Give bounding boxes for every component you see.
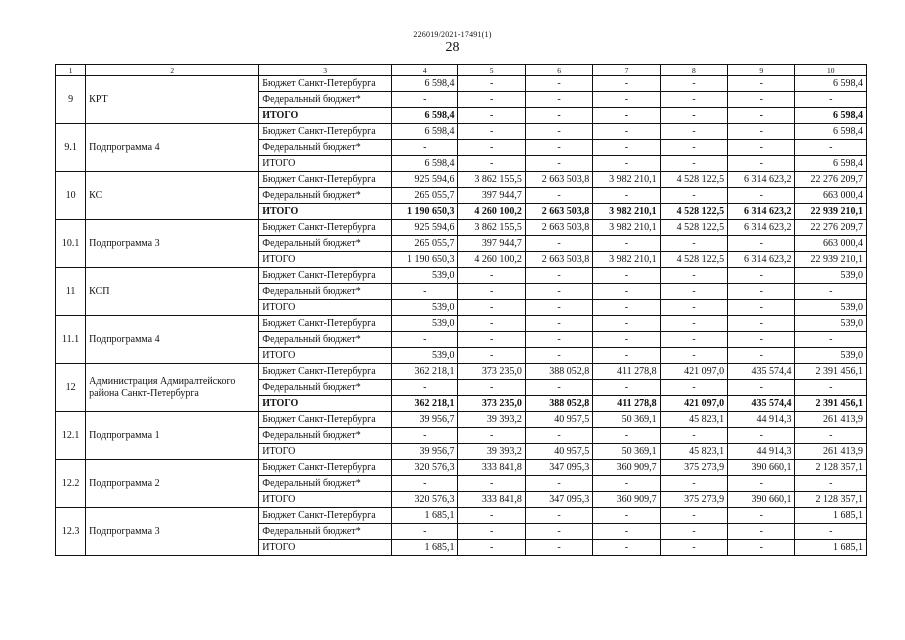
amount-cell: - <box>728 108 795 124</box>
amount-cell: 4 528 122,5 <box>660 172 727 188</box>
funding-source: Федеральный бюджет* <box>259 380 392 396</box>
funding-source: Бюджет Санкт-Петербурга <box>259 172 392 188</box>
amount-cell: - <box>458 108 525 124</box>
amount-cell: 4 260 100,2 <box>458 204 525 220</box>
funding-source: ИТОГО <box>259 252 392 268</box>
amount-cell: - <box>458 268 525 284</box>
row-number: 9 <box>56 76 86 124</box>
amount-cell: - <box>593 380 660 396</box>
amount-cell: - <box>728 124 795 140</box>
amount-cell: - <box>525 316 592 332</box>
amount-cell: - <box>728 268 795 284</box>
amount-cell: 22 939 210,1 <box>795 204 867 220</box>
row-name: Подпрограмма 3 <box>86 508 259 556</box>
amount-cell: - <box>525 156 592 172</box>
column-number: 1 <box>56 65 86 76</box>
table-row <box>56 460 867 476</box>
row-name: Подпрограмма 4 <box>86 124 259 172</box>
funding-source: Федеральный бюджет* <box>259 188 392 204</box>
amount-cell: - <box>392 332 458 348</box>
amount-cell: 3 982 210,1 <box>593 252 660 268</box>
funding-source: ИТОГО <box>259 444 392 460</box>
amount-cell: - <box>525 300 592 316</box>
amount-cell: - <box>525 268 592 284</box>
row-name: Подпрограмма 4 <box>86 316 259 364</box>
amount-cell: - <box>593 284 660 300</box>
amount-cell: 45 823,1 <box>660 444 727 460</box>
amount-cell: - <box>458 332 525 348</box>
amount-cell: 925 594,6 <box>392 220 458 236</box>
amount-cell: 22 276 209,7 <box>795 220 867 236</box>
funding-source: ИТОГО <box>259 396 392 412</box>
amount-cell: 6 598,4 <box>795 124 867 140</box>
row-number: 12.1 <box>56 412 86 460</box>
amount-cell: 390 660,1 <box>728 492 795 508</box>
amount-cell: 373 235,0 <box>458 396 525 412</box>
amount-cell: 22 939 210,1 <box>795 252 867 268</box>
amount-cell: - <box>795 140 867 156</box>
amount-cell: - <box>660 428 727 444</box>
document-id: 226019/2021-17491(1) <box>413 30 492 39</box>
column-number: 2 <box>86 65 259 76</box>
amount-cell: 4 528 122,5 <box>660 220 727 236</box>
amount-cell: - <box>660 156 727 172</box>
amount-cell: 360 909,7 <box>593 460 660 476</box>
column-number: 6 <box>525 65 592 76</box>
amount-cell: - <box>593 524 660 540</box>
amount-cell: - <box>593 236 660 252</box>
row-number: 12.3 <box>56 508 86 556</box>
amount-cell: - <box>593 508 660 524</box>
budget-table <box>55 64 867 556</box>
amount-cell: 2 391 456,1 <box>795 364 867 380</box>
table-row <box>56 364 867 380</box>
amount-cell: - <box>660 268 727 284</box>
amount-cell: 40 957,5 <box>525 412 592 428</box>
amount-cell: 435 574,4 <box>728 396 795 412</box>
amount-cell: - <box>660 476 727 492</box>
amount-cell: - <box>593 428 660 444</box>
amount-cell: 44 914,3 <box>728 412 795 428</box>
amount-cell: - <box>728 284 795 300</box>
amount-cell: - <box>392 380 458 396</box>
column-number: 3 <box>259 65 392 76</box>
page-number: 28 <box>445 40 460 55</box>
funding-source: Федеральный бюджет* <box>259 92 392 108</box>
amount-cell: - <box>593 300 660 316</box>
amount-cell: - <box>728 540 795 556</box>
funding-source: ИТОГО <box>259 108 392 124</box>
amount-cell: - <box>728 92 795 108</box>
amount-cell: - <box>728 300 795 316</box>
amount-cell: 3 982 210,1 <box>593 204 660 220</box>
amount-cell: - <box>795 332 867 348</box>
amount-cell: 3 982 210,1 <box>593 220 660 236</box>
row-name: КС <box>86 172 259 220</box>
funding-source: Бюджет Санкт-Петербурга <box>259 76 392 92</box>
amount-cell: 1 685,1 <box>392 540 458 556</box>
amount-cell: 50 369,1 <box>593 444 660 460</box>
amount-cell: 539,0 <box>392 300 458 316</box>
amount-cell: 2 663 503,8 <box>525 172 592 188</box>
amount-cell: 539,0 <box>795 300 867 316</box>
amount-cell: - <box>525 332 592 348</box>
column-number: 8 <box>660 65 727 76</box>
amount-cell: - <box>795 284 867 300</box>
amount-cell: - <box>795 524 867 540</box>
row-name: Подпрограмма 3 <box>86 220 259 268</box>
amount-cell: 539,0 <box>795 268 867 284</box>
funding-source: ИТОГО <box>259 156 392 172</box>
amount-cell: 1 685,1 <box>392 508 458 524</box>
amount-cell: - <box>660 76 727 92</box>
funding-source: Бюджет Санкт-Петербурга <box>259 268 392 284</box>
amount-cell: - <box>660 300 727 316</box>
amount-cell: - <box>795 380 867 396</box>
funding-source: Федеральный бюджет* <box>259 524 392 540</box>
table-row <box>56 508 867 524</box>
amount-cell: 6 598,4 <box>392 124 458 140</box>
amount-cell: 375 273,9 <box>660 460 727 476</box>
amount-cell: - <box>728 76 795 92</box>
amount-cell: 6 314 623,2 <box>728 220 795 236</box>
amount-cell: 1 685,1 <box>795 508 867 524</box>
amount-cell: 39 956,7 <box>392 412 458 428</box>
amount-cell: 6 598,4 <box>795 156 867 172</box>
row-name: Подпрограмма 1 <box>86 412 259 460</box>
amount-cell: 39 956,7 <box>392 444 458 460</box>
amount-cell: - <box>660 508 727 524</box>
amount-cell: 362 218,1 <box>392 396 458 412</box>
row-name: Подпрограмма 2 <box>86 460 259 508</box>
funding-source: Бюджет Санкт-Петербурга <box>259 364 392 380</box>
row-number: 10.1 <box>56 220 86 268</box>
amount-cell: 6 598,4 <box>392 76 458 92</box>
table-row <box>56 172 867 188</box>
amount-cell: - <box>525 124 592 140</box>
amount-cell: 333 841,8 <box>458 460 525 476</box>
table-row <box>56 220 867 236</box>
amount-cell: - <box>660 236 727 252</box>
amount-cell: - <box>593 108 660 124</box>
amount-cell: - <box>660 188 727 204</box>
amount-cell: - <box>525 188 592 204</box>
amount-cell: 6 598,4 <box>795 76 867 92</box>
row-name: КРТ <box>86 76 259 124</box>
amount-cell: - <box>795 428 867 444</box>
amount-cell: - <box>458 316 525 332</box>
column-number: 9 <box>728 65 795 76</box>
amount-cell: - <box>728 348 795 364</box>
amount-cell: - <box>525 92 592 108</box>
amount-cell: - <box>660 316 727 332</box>
amount-cell: 6 598,4 <box>392 156 458 172</box>
amount-cell: - <box>660 140 727 156</box>
amount-cell: 39 393,2 <box>458 412 525 428</box>
amount-cell: - <box>728 156 795 172</box>
amount-cell: 4 260 100,2 <box>458 252 525 268</box>
amount-cell: - <box>593 268 660 284</box>
amount-cell: 320 576,3 <box>392 460 458 476</box>
amount-cell: - <box>525 140 592 156</box>
amount-cell: - <box>660 332 727 348</box>
amount-cell: - <box>728 316 795 332</box>
amount-cell: 539,0 <box>795 316 867 332</box>
amount-cell: - <box>660 108 727 124</box>
amount-cell: 22 276 209,7 <box>795 172 867 188</box>
amount-cell: 360 909,7 <box>593 492 660 508</box>
amount-cell: - <box>593 540 660 556</box>
amount-cell: - <box>525 476 592 492</box>
amount-cell: 390 660,1 <box>728 460 795 476</box>
amount-cell: - <box>593 188 660 204</box>
amount-cell: 2 663 503,8 <box>525 220 592 236</box>
amount-cell: 3 862 155,5 <box>458 172 525 188</box>
amount-cell: 663 000,4 <box>795 188 867 204</box>
column-number: 7 <box>593 65 660 76</box>
funding-source: Бюджет Санкт-Петербурга <box>259 460 392 476</box>
funding-source: ИТОГО <box>259 540 392 556</box>
amount-cell: - <box>458 524 525 540</box>
amount-cell: 1 685,1 <box>795 540 867 556</box>
amount-cell: 435 574,4 <box>728 364 795 380</box>
funding-source: Федеральный бюджет* <box>259 428 392 444</box>
amount-cell: - <box>525 108 592 124</box>
amount-cell: - <box>728 508 795 524</box>
amount-cell: - <box>593 156 660 172</box>
amount-cell: - <box>525 508 592 524</box>
amount-cell: 265 055,7 <box>392 236 458 252</box>
amount-cell: - <box>392 428 458 444</box>
column-number: 4 <box>392 65 458 76</box>
column-number: 10 <box>795 65 867 76</box>
amount-cell: 6 314 623,2 <box>728 204 795 220</box>
amount-cell: - <box>728 236 795 252</box>
amount-cell: - <box>392 524 458 540</box>
row-name: Администрация Адмиралтейского района Санкт-Петербурга <box>86 364 259 412</box>
funding-source: ИТОГО <box>259 492 392 508</box>
column-number-row <box>56 65 867 76</box>
amount-cell: 411 278,8 <box>593 364 660 380</box>
amount-cell: - <box>458 92 525 108</box>
amount-cell: 39 393,2 <box>458 444 525 460</box>
table-row <box>56 316 867 332</box>
amount-cell: 1 190 650,3 <box>392 252 458 268</box>
amount-cell: - <box>458 140 525 156</box>
amount-cell: - <box>593 316 660 332</box>
amount-cell: 4 528 122,5 <box>660 204 727 220</box>
funding-source: Бюджет Санкт-Петербурга <box>259 508 392 524</box>
amount-cell: - <box>458 284 525 300</box>
amount-cell: 397 944,7 <box>458 236 525 252</box>
funding-source: ИТОГО <box>259 300 392 316</box>
funding-source: Бюджет Санкт-Петербурга <box>259 124 392 140</box>
amount-cell: - <box>593 76 660 92</box>
amount-cell: - <box>728 524 795 540</box>
amount-cell: - <box>728 140 795 156</box>
funding-source: Федеральный бюджет* <box>259 140 392 156</box>
funding-source: Бюджет Санкт-Петербурга <box>259 316 392 332</box>
amount-cell: 320 576,3 <box>392 492 458 508</box>
amount-cell: - <box>392 92 458 108</box>
amount-cell: - <box>728 188 795 204</box>
amount-cell: - <box>593 476 660 492</box>
amount-cell: - <box>660 524 727 540</box>
amount-cell: - <box>525 236 592 252</box>
row-number: 10 <box>56 172 86 220</box>
amount-cell: 411 278,8 <box>593 396 660 412</box>
amount-cell: - <box>458 300 525 316</box>
amount-cell: 375 273,9 <box>660 492 727 508</box>
amount-cell: 388 052,8 <box>525 396 592 412</box>
amount-cell: 421 097,0 <box>660 364 727 380</box>
amount-cell: - <box>795 92 867 108</box>
row-number: 11.1 <box>56 316 86 364</box>
amount-cell: 539,0 <box>795 348 867 364</box>
amount-cell: 663 000,4 <box>795 236 867 252</box>
amount-cell: 2 128 357,1 <box>795 460 867 476</box>
amount-cell: - <box>593 140 660 156</box>
amount-cell: 2 128 357,1 <box>795 492 867 508</box>
amount-cell: - <box>660 284 727 300</box>
amount-cell: 347 095,3 <box>525 492 592 508</box>
table-row <box>56 124 867 140</box>
amount-cell: - <box>458 348 525 364</box>
amount-cell: - <box>458 124 525 140</box>
table-row <box>56 76 867 92</box>
amount-cell: - <box>392 476 458 492</box>
row-name: КСП <box>86 268 259 316</box>
amount-cell: 50 369,1 <box>593 412 660 428</box>
amount-cell: 4 528 122,5 <box>660 252 727 268</box>
amount-cell: - <box>795 476 867 492</box>
funding-source: Бюджет Санкт-Петербурга <box>259 412 392 428</box>
amount-cell: - <box>525 348 592 364</box>
amount-cell: - <box>593 92 660 108</box>
amount-cell: - <box>593 332 660 348</box>
amount-cell: - <box>660 92 727 108</box>
amount-cell: - <box>660 348 727 364</box>
funding-source: Федеральный бюджет* <box>259 476 392 492</box>
funding-source: Федеральный бюджет* <box>259 332 392 348</box>
amount-cell: 6 598,4 <box>795 108 867 124</box>
amount-cell: - <box>458 476 525 492</box>
amount-cell: 6 598,4 <box>392 108 458 124</box>
amount-cell: - <box>593 348 660 364</box>
amount-cell: 44 914,3 <box>728 444 795 460</box>
amount-cell: 261 413,9 <box>795 412 867 428</box>
column-number: 5 <box>458 65 525 76</box>
amount-cell: - <box>458 508 525 524</box>
amount-cell: 539,0 <box>392 348 458 364</box>
amount-cell: 539,0 <box>392 268 458 284</box>
amount-cell: - <box>660 380 727 396</box>
amount-cell: - <box>593 124 660 140</box>
amount-cell: - <box>458 380 525 396</box>
amount-cell: 40 957,5 <box>525 444 592 460</box>
amount-cell: 388 052,8 <box>525 364 592 380</box>
funding-source: Федеральный бюджет* <box>259 284 392 300</box>
amount-cell: 2 391 456,1 <box>795 396 867 412</box>
amount-cell: - <box>392 284 458 300</box>
amount-cell: - <box>392 140 458 156</box>
amount-cell: 2 663 503,8 <box>525 252 592 268</box>
amount-cell: 373 235,0 <box>458 364 525 380</box>
amount-cell: - <box>660 540 727 556</box>
amount-cell: - <box>525 76 592 92</box>
amount-cell: - <box>525 284 592 300</box>
row-number: 12 <box>56 364 86 412</box>
amount-cell: 2 663 503,8 <box>525 204 592 220</box>
amount-cell: - <box>525 428 592 444</box>
amount-cell: - <box>525 524 592 540</box>
amount-cell: 397 944,7 <box>458 188 525 204</box>
funding-source: Бюджет Санкт-Петербурга <box>259 220 392 236</box>
funding-source: ИТОГО <box>259 348 392 364</box>
amount-cell: 1 190 650,3 <box>392 204 458 220</box>
amount-cell: 265 055,7 <box>392 188 458 204</box>
row-number: 11 <box>56 268 86 316</box>
amount-cell: - <box>525 380 592 396</box>
amount-cell: 3 862 155,5 <box>458 220 525 236</box>
amount-cell: - <box>728 332 795 348</box>
table-row <box>56 268 867 284</box>
funding-source: Федеральный бюджет* <box>259 236 392 252</box>
amount-cell: 539,0 <box>392 316 458 332</box>
amount-cell: 6 314 623,2 <box>728 252 795 268</box>
amount-cell: 261 413,9 <box>795 444 867 460</box>
funding-source: ИТОГО <box>259 204 392 220</box>
amount-cell: 3 982 210,1 <box>593 172 660 188</box>
amount-cell: - <box>458 156 525 172</box>
amount-cell: 347 095,3 <box>525 460 592 476</box>
amount-cell: 925 594,6 <box>392 172 458 188</box>
table-row <box>56 412 867 428</box>
amount-cell: - <box>458 540 525 556</box>
amount-cell: - <box>728 380 795 396</box>
amount-cell: 333 841,8 <box>458 492 525 508</box>
amount-cell: - <box>728 476 795 492</box>
row-number: 12.2 <box>56 460 86 508</box>
amount-cell: 421 097,0 <box>660 396 727 412</box>
amount-cell: - <box>458 428 525 444</box>
row-number: 9.1 <box>56 124 86 172</box>
amount-cell: - <box>660 124 727 140</box>
amount-cell: 45 823,1 <box>660 412 727 428</box>
amount-cell: - <box>458 76 525 92</box>
amount-cell: - <box>728 428 795 444</box>
amount-cell: - <box>525 540 592 556</box>
amount-cell: 6 314 623,2 <box>728 172 795 188</box>
amount-cell: 362 218,1 <box>392 364 458 380</box>
